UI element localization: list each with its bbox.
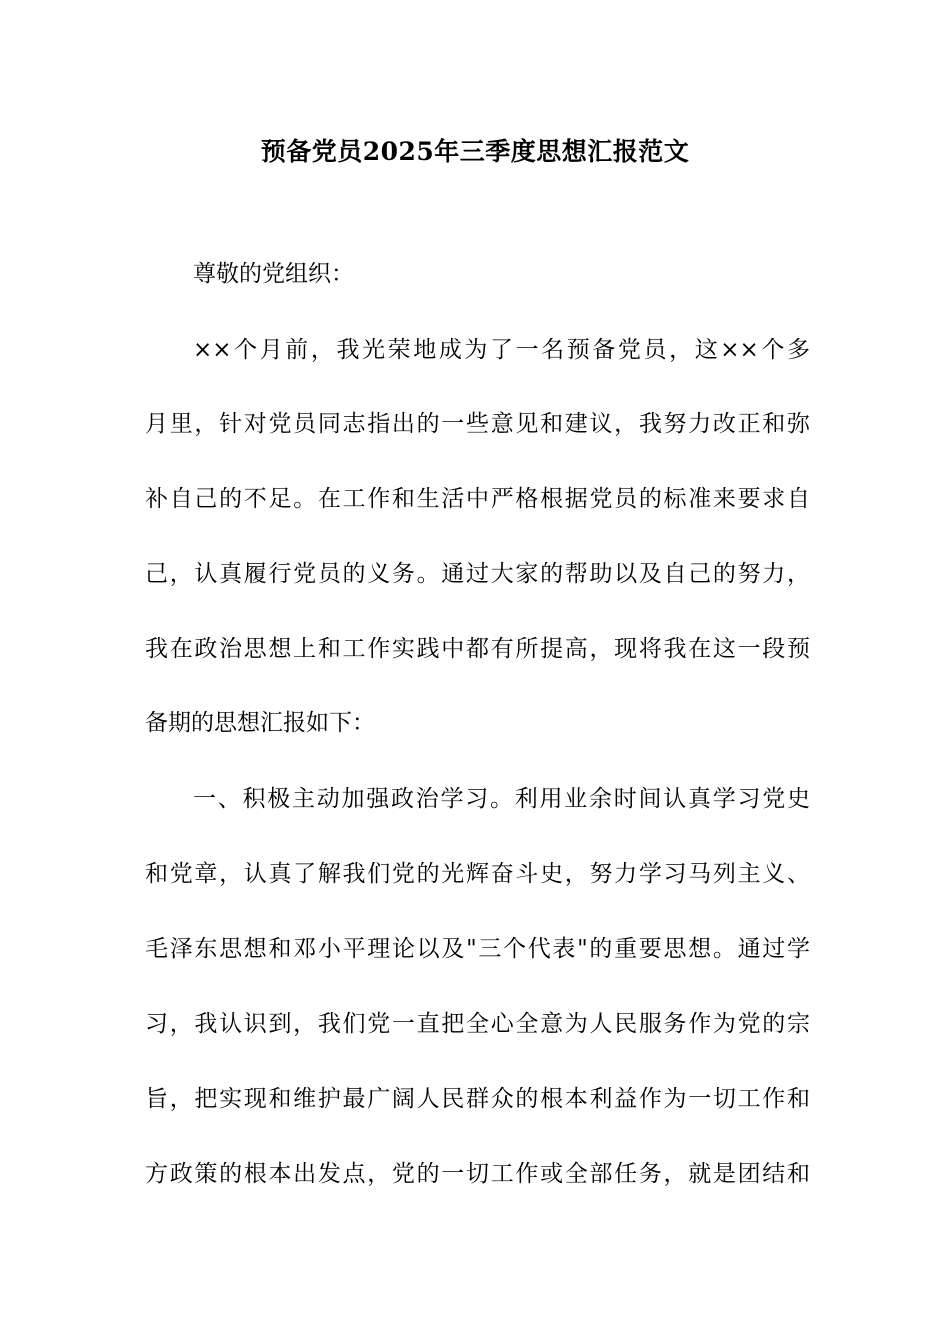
paragraph-line-2: 月里，针对党员同志指出的一些意见和建议，我努力改正和弥 bbox=[145, 411, 810, 437]
paragraph-line-1: ××个月前，我光荣地成为了一名预备党员，这××个多 bbox=[193, 337, 810, 363]
paragraph-line-8: 和党章，认真了解我们党的光辉奋斗史，努力学习马列主义、 bbox=[145, 861, 810, 887]
paragraph-line-4: 己，认真履行党员的义务。通过大家的帮助以及自己的努力， bbox=[145, 561, 810, 587]
paragraph-line-7: 一、积极主动加强政治学习。利用业余时间认真学习党史 bbox=[193, 786, 810, 812]
paragraph-line-5: 我在政治思想上和工作实践中都有所提高，现将我在这一段预 bbox=[145, 636, 810, 662]
paragraph-line-11: 旨，把实现和维护最广阔人民群众的根本利益作为一切工作和 bbox=[145, 1086, 810, 1112]
paragraph-line-10: 习，我认识到，我们党一直把全心全意为人民服务作为党的宗 bbox=[145, 1011, 810, 1037]
paragraph-line-9: 毛泽东思想和邓小平理论以及"三个代表"的重要思想。通过学 bbox=[145, 936, 810, 962]
paragraph-line-6: 备期的思想汇报如下： bbox=[145, 710, 375, 736]
paragraph-line-3: 补自己的不足。在工作和生活中严格根据党员的标准来要求自 bbox=[145, 486, 810, 512]
document-title: 预备党员2025年三季度思想汇报范文 bbox=[260, 137, 690, 166]
paragraph-line-12: 方政策的根本出发点，党的一切工作或全部任务，就是团结和 bbox=[145, 1161, 810, 1187]
salutation: 尊敬的党组织： bbox=[193, 261, 354, 287]
